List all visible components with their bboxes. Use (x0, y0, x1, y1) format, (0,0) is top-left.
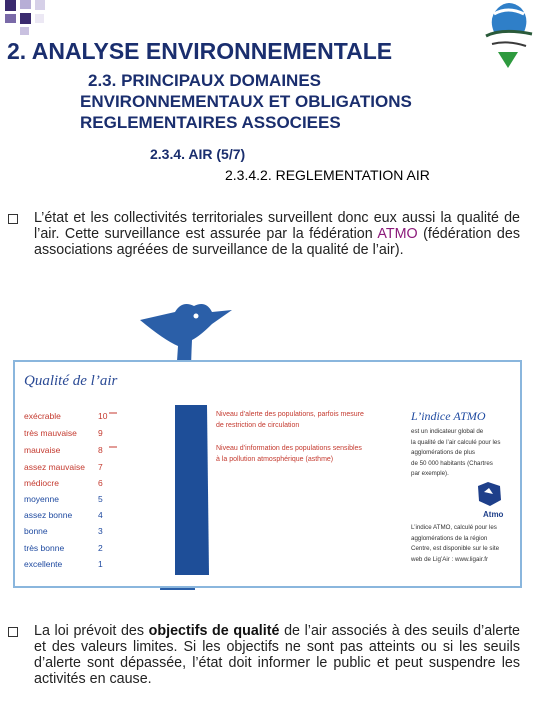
side-line: web de Lig’Air : www.ligair.fr (411, 555, 489, 563)
side-line: la qualité de l’air calculé pour les (411, 438, 501, 446)
side-line: agglomérations de plus (411, 449, 475, 456)
level-label: médiocre (24, 478, 59, 488)
company-logo (478, 0, 540, 72)
subsubsection-heading: 2.3.4.2. REGLEMENTATION AIR (225, 167, 430, 183)
side-line: est un indicateur global de (411, 428, 484, 435)
atmo-logo-text: Atmo (483, 510, 504, 519)
level-label: bonne (24, 526, 48, 536)
side-line: agglomérations de la région (411, 534, 488, 542)
section-heading-line: REGLEMENTAIRES ASSOCIEES (80, 113, 341, 132)
level-number: 6 (98, 478, 103, 488)
level-number: 5 (98, 494, 103, 504)
alert-note-line: de restriction de circulation (216, 422, 300, 429)
atmo-logo (474, 480, 504, 514)
quality-objectives-highlight: objectifs de qualité (148, 623, 280, 639)
bullet-icon (8, 627, 18, 637)
section-heading (80, 70, 500, 133)
level-number: 7 (98, 462, 103, 472)
atmo-index-description (411, 427, 509, 480)
deco-square (5, 0, 16, 11)
paragraph-text: de l’air associés à des seuils d’alerte et des valeurs limites. Si les objectifs ne sont pas atteints ou si les seuils d’alerte sont dépassée, l’état doit informer le public et peut suspendre les activités en cause. (34, 623, 520, 687)
page-title: 2. ANALYSE ENVIRONNEMENTALE (7, 38, 393, 64)
level-label: très bonne (24, 543, 65, 553)
level-label: assez mauvaise (24, 462, 85, 472)
paragraph-text: (fédération des associations agréées de surveillance de la qualité de l’air). (34, 226, 520, 258)
level-number: 4 (98, 510, 103, 520)
deco-square (35, 0, 45, 10)
deco-square (20, 13, 31, 24)
bullet-icon (8, 214, 18, 224)
subsection-heading: 2.3.4. AIR (5/7) (150, 146, 246, 162)
paragraph (34, 623, 520, 687)
side-line: Centre, est disponible sur le site (411, 545, 500, 552)
level-number: 1 (98, 559, 103, 569)
section-heading-line: ENVIRONNEMENTAUX ET OBLIGATIONS (80, 92, 412, 111)
deco-square (35, 14, 44, 23)
level-label: excellente (24, 559, 63, 569)
info-note-line: Niveau d’information des populations sensibles (216, 445, 362, 452)
info-note-line: à la pollution atmosphérique (asthme) (216, 456, 334, 463)
side-line: L’indice ATMO, calculé pour les (411, 524, 497, 531)
paragraph-text: La loi prévoit des (34, 623, 149, 639)
side-line: de 50 000 habitants (Chartres (411, 459, 493, 467)
alert-note-line: Niveau d’alerte des populations, parfois mesure (216, 411, 364, 418)
level-label: assez bonne (24, 510, 73, 520)
atmo-index-title: L’indice ATMO (411, 409, 486, 423)
side-line: par exemple). (411, 470, 449, 477)
alert-note (216, 409, 396, 431)
level-label: très mauvaise (24, 428, 77, 438)
atmo-highlight: ATMO (377, 226, 418, 242)
level-number: 9 (98, 428, 103, 438)
section-heading-line: 2.3. PRINCIPAUX DOMAINES (88, 71, 322, 90)
paragraph-text: L’état et les collectivités territoriales surveillent donc eux aussi la qualité de l’air. Cette surveillance est assurée par la fédération (34, 210, 520, 242)
level-number: 8 (98, 445, 103, 455)
level-label: mauvaise (24, 445, 61, 455)
deco-square (20, 27, 29, 35)
paragraph (34, 210, 520, 258)
level-label: exécrable (24, 411, 61, 421)
level-label: moyenne (24, 494, 59, 504)
level-number: 10 (98, 411, 108, 421)
info-note (216, 443, 396, 465)
deco-square (5, 14, 16, 23)
level-number: 3 (98, 526, 103, 536)
atmo-availability (411, 523, 511, 565)
figure-title: Qualité de l’air (24, 373, 118, 389)
deco-square (20, 0, 31, 9)
level-number: 2 (98, 543, 103, 553)
